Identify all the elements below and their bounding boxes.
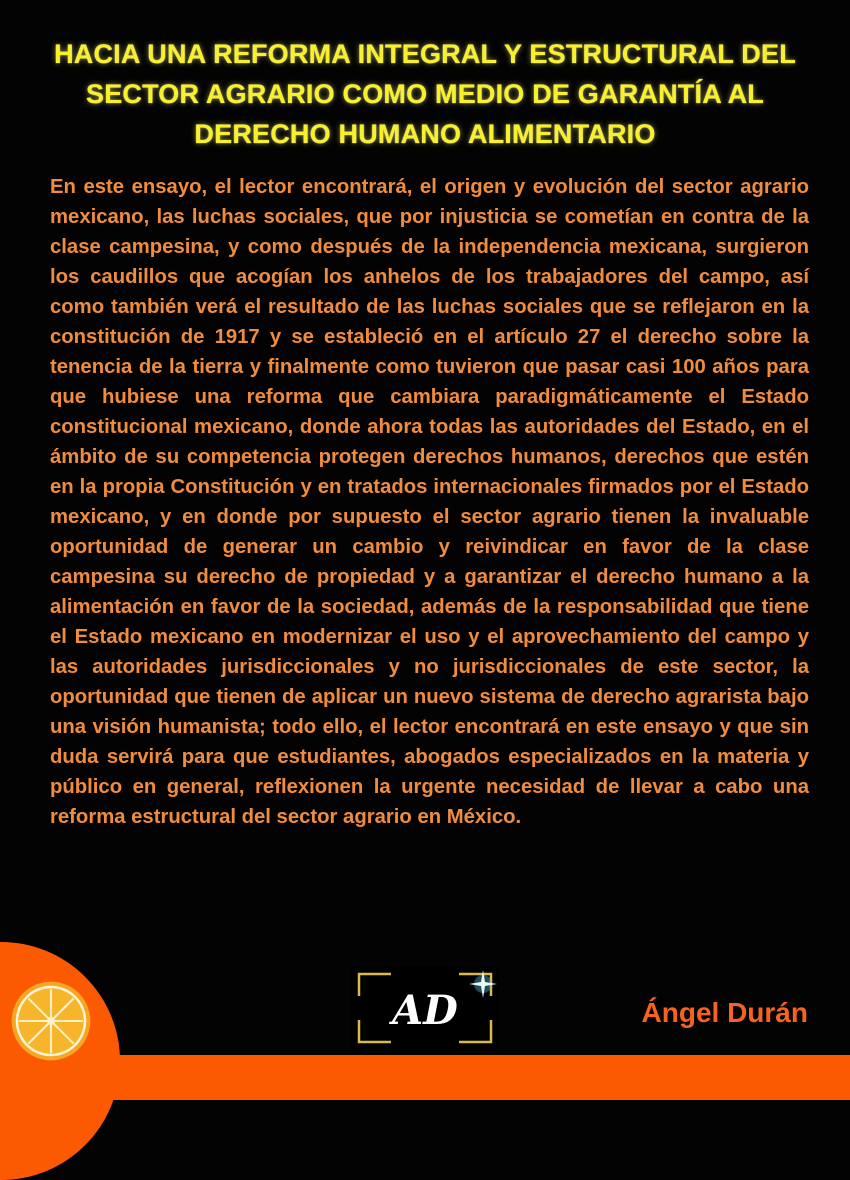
orange-slice-icon bbox=[10, 980, 92, 1062]
author-name: Ángel Durán bbox=[641, 997, 808, 1028]
logo-monogram-text: AD bbox=[392, 987, 458, 1034]
book-title: HACIA UNA REFORMA INTEGRAL Y ESTRUCTURAL DEL SECTOR AGRARIO COMO MEDIO DE GARANTÍA AL DERECHO HUMANO ALIMENTARIO bbox=[54, 39, 796, 149]
ad-monogram-logo bbox=[351, 966, 499, 1050]
orange-footer-bar bbox=[0, 1055, 850, 1100]
book-summary: En este ensayo, el lector encontrará, el origen y evolución del sector agrario mexicano, las luchas sociales, que por injusticia se cometían en contra de la clase campesina, y como después de la independencia mexicana, surgieron los caudillos que acogían los anhelos de los trabajadores del campo, así como también verá el resultado de las luchas sociales que se reflejaron en la constitución de 1917 y se estableció en el artículo 27 el derecho sobre la tenencia de la tierra y finalmente como tuvieron que pasar casi 100 años para que hubiese una reforma que cambiara paradigmáticamente el Estado constitucional mexicano, donde ahora todas las autoridades del Estado, en el ámbito de su competencia protegen derechos humanos, derechos que estén en la propia Constitución y en tratados internacionales firmados por el Estado mexicano, y en donde por supuesto el sector agrario tienen la invaluable oportunidad de generar un cambio y reivindicar en favor de la clase campesina su derecho de propiedad y a garantizar el derecho humano a la alimentación en favor de la sociedad, además de la responsabilidad que tiene el Estado mexicano en modernizar el uso y el aprovechamiento del campo y las autoridades jurisdiccionales y no jurisdiccionales de este sector, la oportunidad que tienen de aplicar un nuevo sistema de derecho agrarista bajo una visión humanista; todo ello, el lector encontrará en este ensayo y que sin duda servirá para que estudiantes, abogados especializados en la materia y público en general, reflexionen la urgente necesidad de llevar a cabo una reforma estructural del sector agrario en México. bbox=[50, 176, 809, 828]
